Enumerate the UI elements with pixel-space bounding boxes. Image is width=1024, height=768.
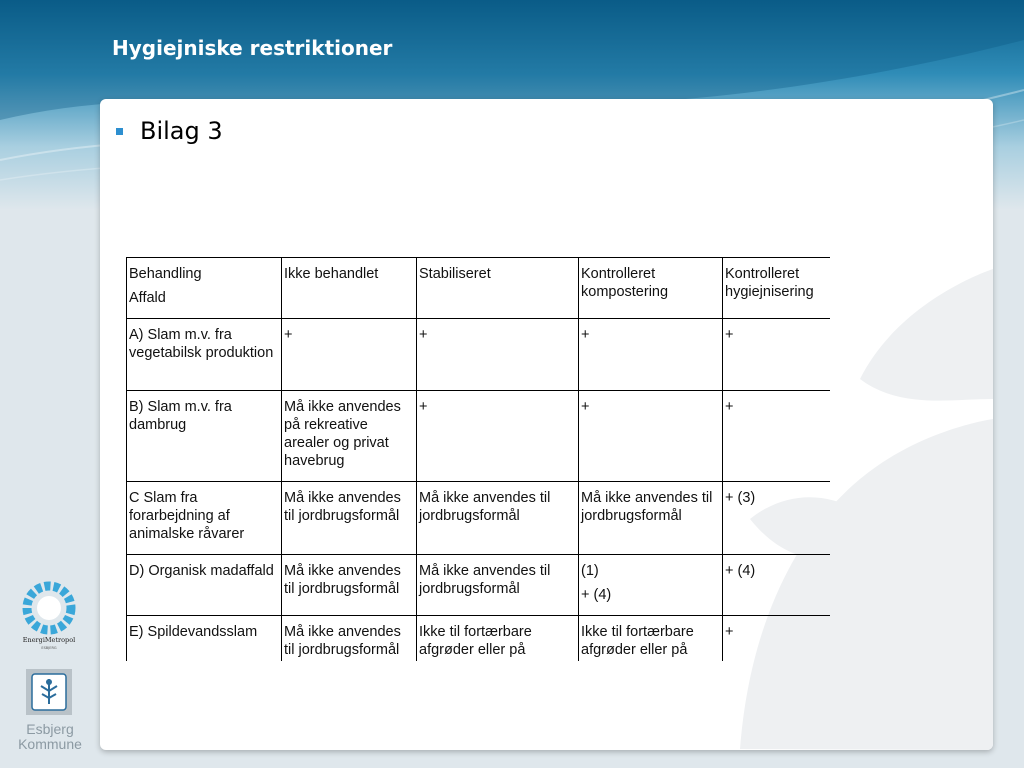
row-label: C Slam fra forarbejdning af animalske råvarer — [127, 482, 282, 555]
bullet-text: Bilag 3 — [140, 117, 223, 145]
row-label: B) Slam m.v. fra dambrug — [127, 391, 282, 482]
table-cell: + — [579, 319, 723, 391]
bullet-square-icon — [116, 128, 123, 135]
table-cell: + — [417, 391, 579, 482]
bullet-item — [116, 117, 223, 145]
content-card — [100, 99, 993, 750]
table-cell: Må ikke anvendes på rekreative arealer og privat havebrug — [282, 391, 417, 482]
slide-title: Hygiejniske restriktioner — [112, 36, 393, 60]
table-cell: + — [723, 616, 831, 662]
table-cell: + — [723, 319, 831, 391]
table-cell: Må ikke anvendes til jordbrugsformål — [282, 482, 417, 555]
header-treatment-label: Behandling — [129, 266, 202, 282]
table-cell: + — [723, 391, 831, 482]
table-cell: + (3) — [723, 482, 831, 555]
restrictions-table — [126, 257, 830, 661]
table-cell: + — [579, 391, 723, 482]
header-cell: Kontrolleret kompostering — [579, 258, 723, 319]
energimetropol-logo — [23, 586, 75, 650]
table-cell: Må ikke anvendes til jordbrugsformål — [417, 482, 579, 555]
kommune-line-1: Esbjerg — [26, 721, 74, 737]
row-label: E) Spildevandsslam — [127, 616, 282, 662]
row-label: A) Slam m.v. fra vegetabilsk produktion — [127, 319, 282, 391]
energi-logo-subtext: ESBJERG — [41, 646, 57, 650]
header-cell: Ikke behandlet — [282, 258, 417, 319]
table-cell: Må ikke anvendes til jordbrugsformål — [282, 555, 417, 616]
table-cell: Ikke til fortærbare afgrøder eller på — [417, 616, 579, 662]
table-cell: Må ikke anvendes til jordbrugsformål — [417, 555, 579, 616]
table-row — [127, 616, 831, 662]
table-row — [127, 319, 831, 391]
table-cell — [579, 555, 723, 616]
cell-note: (1) — [581, 563, 599, 579]
table-cell: + (4) — [723, 555, 831, 616]
cell-note: + (4) — [581, 587, 612, 603]
table-cell: Ikke til fortærbare afgrøder eller på — [579, 616, 723, 662]
restrictions-table-region — [126, 257, 830, 661]
header-cell: Kontrolleret hygiejnisering — [723, 258, 831, 319]
header-waste-label: Affald — [129, 290, 166, 306]
table-row — [127, 391, 831, 482]
table-header-row — [127, 258, 831, 319]
kommune-wordmark — [0, 722, 100, 752]
table-row — [127, 482, 831, 555]
table-row — [127, 555, 831, 616]
row-label: D) Organisk madaffald — [127, 555, 282, 616]
table-cell: + — [417, 319, 579, 391]
header-cell-treatment — [127, 258, 282, 319]
kommune-line-2: Kommune — [18, 736, 82, 752]
header-cell: Stabiliseret — [417, 258, 579, 319]
energi-logo-text: EnergiMetropol — [22, 636, 76, 644]
table-cell: + — [282, 319, 417, 391]
table-cell: Må ikke anvendes til jordbrugsformål — [282, 616, 417, 662]
kommune-crest — [26, 669, 72, 715]
table-cell: Må ikke anvendes til jordbrugsformål — [579, 482, 723, 555]
